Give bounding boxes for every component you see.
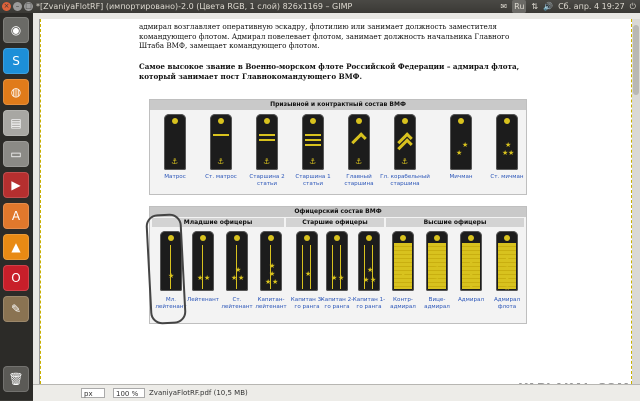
shoulder-board-enlisted-3: ⚓ (256, 114, 278, 170)
zoom-select[interactable]: 100 % (113, 388, 145, 398)
shoulder-board-enlisted-7: ★ ★ (450, 114, 472, 170)
shoulder-board-officer-5: ★ (296, 231, 318, 291)
shoulder-board-officer-9: ★ ★ (426, 231, 448, 291)
ubuntu-dash-icon[interactable]: ◉ (3, 17, 29, 43)
shoulder-board-officer-6: ★ ★ (326, 231, 348, 291)
launcher (0, 13, 33, 400)
rank-label-officer-3: Ст. лейтенант (221, 297, 253, 310)
rank-label-officer-4: Капитан-лейтенант (255, 297, 287, 310)
rank-label-enlisted-3: Старшина 2 статьи (249, 174, 285, 187)
trash-icon[interactable]: 🗑 (3, 366, 29, 392)
status-bar (33, 384, 640, 401)
rank-label-enlisted-4: Старшина 1 статьи (295, 174, 331, 187)
paragraph-fleet-admiral: Самое высокое звание в Военно-морском флоте Российской Федерации – адмирал флота, который занимает пост Главнокомандующего ВМФ. (139, 62, 520, 81)
shoulder-board-enlisted-6: ⚓ (394, 114, 416, 170)
vertical-scrollbar[interactable] (632, 19, 640, 384)
unit-select[interactable]: px (81, 388, 105, 398)
gimp-icon[interactable]: ✎ (3, 296, 29, 322)
maximize-button[interactable]: □ (25, 2, 32, 10)
youtube-icon[interactable]: ▶ (3, 172, 29, 198)
opera-icon[interactable]: O (3, 265, 29, 291)
firefox-icon[interactable]: ◍ (3, 79, 29, 105)
group-junior-officers: Младшие офицеры (152, 218, 284, 227)
files-icon[interactable]: ▤ (3, 110, 29, 136)
shoulder-board-officer-3: ★ ★ ★ (226, 231, 248, 291)
shoulder-board-officer-7: ★ ★ ★ (358, 231, 380, 291)
rank-label-enlisted-5: Главный старшина (344, 174, 374, 187)
top-panel (0, 0, 640, 13)
rank-label-enlisted-8: Ст. мичман (490, 174, 524, 180)
shoulder-board-enlisted-8: ★ ★ ★ (496, 114, 518, 170)
image-canvas[interactable] (40, 19, 632, 384)
rank-label-officer-6: Капитан 2-го ранга (320, 297, 354, 310)
group-flag-officers: Высшие офицеры (386, 218, 524, 227)
shoulder-board-officer-8: ★ (392, 231, 414, 291)
software-center-icon[interactable]: A (3, 203, 29, 229)
mail-icon[interactable]: ✉ (500, 2, 508, 11)
rank-label-officer-8: Контр-адмирал (390, 297, 416, 310)
shoulder-board-officer-4: ★ ★ ★ ★ (260, 231, 282, 291)
rank-label-officer-11: Адмирал флота (493, 297, 521, 310)
shoulder-board-officer-10: ★ ★ ★ (460, 231, 482, 291)
enlisted-table-header: Призывной и контрактный состав ВМФ (150, 100, 526, 110)
scrollbar-thumb[interactable] (633, 25, 639, 95)
skype-icon[interactable]: S (3, 48, 29, 74)
rank-label-enlisted-7: Мичман (449, 174, 473, 180)
officer-table-header: Офицерский состав ВМФ (150, 207, 526, 217)
rank-label-enlisted-1: Матрос (164, 174, 186, 180)
power-icon[interactable]: ⏻ (629, 2, 636, 11)
rank-label-enlisted-6: Гл. корабельный старшина (380, 174, 430, 187)
enlisted-ranks-table (149, 99, 527, 195)
officer-ranks-table (149, 206, 527, 324)
shoulder-board-enlisted-2: ⚓ (210, 114, 232, 170)
status-message: ZvaniyaFlotRF.pdf (10,5 MB) (149, 389, 248, 397)
clock[interactable]: Сб. апр. 4 19:27 (558, 2, 625, 11)
shoulder-board-enlisted-4: ⚓ (302, 114, 324, 170)
rank-label-officer-7: Капитан 1-го ранга (352, 297, 386, 310)
shoulder-board-officer-2: ★ ★ (192, 231, 214, 291)
shoulder-board-enlisted-1: ⚓ (164, 114, 186, 170)
drive-icon[interactable]: ▭ (3, 141, 29, 167)
volume-icon[interactable]: 🔊 (543, 2, 554, 11)
window-title-text: *[ZvaniyaFlotRF] (импортировано)-2.0 (Цвета RGB, 1 слой) 826x1169 – GIMP (36, 2, 353, 11)
window-title (0, 0, 353, 13)
system-tray (500, 0, 636, 13)
vlc-icon[interactable]: ▲ (3, 234, 29, 260)
rank-label-officer-1: Мл. лейтенант (155, 297, 187, 310)
close-button[interactable]: × (3, 2, 10, 10)
rank-label-officer-5: Капитан 3-го ранга (290, 297, 324, 310)
highlight-circle (145, 213, 187, 325)
group-senior-officers: Старшие офицеры (286, 218, 384, 227)
keyboard-layout-indicator[interactable]: Ru (514, 2, 525, 11)
rank-label-officer-2: Лейтенант (187, 297, 219, 303)
shoulder-board-enlisted-5: ⚓ (348, 114, 370, 170)
rank-label-officer-9: Вице-адмирал (424, 297, 450, 310)
rank-label-enlisted-2: Ст. матрос (205, 174, 237, 180)
shoulder-board-officer-11: ★ ★ ★ ★ (496, 231, 518, 291)
vertical-ruler[interactable] (33, 19, 40, 384)
network-icon[interactable]: ⇅ (531, 2, 539, 11)
rank-label-officer-10: Адмирал (457, 297, 485, 303)
minimize-button[interactable]: – (13, 2, 22, 11)
paragraph-admiral: адмирал возглавляет оперативную эскадру, флотилию или занимает должность заместителя командующего флотом. Адмирал повелевает флотом, занимает должность начальника Главного Штаба ВМФ, замещает командующего флотом. (139, 22, 510, 50)
shoulder-board-officer-1: ★ (160, 231, 182, 291)
